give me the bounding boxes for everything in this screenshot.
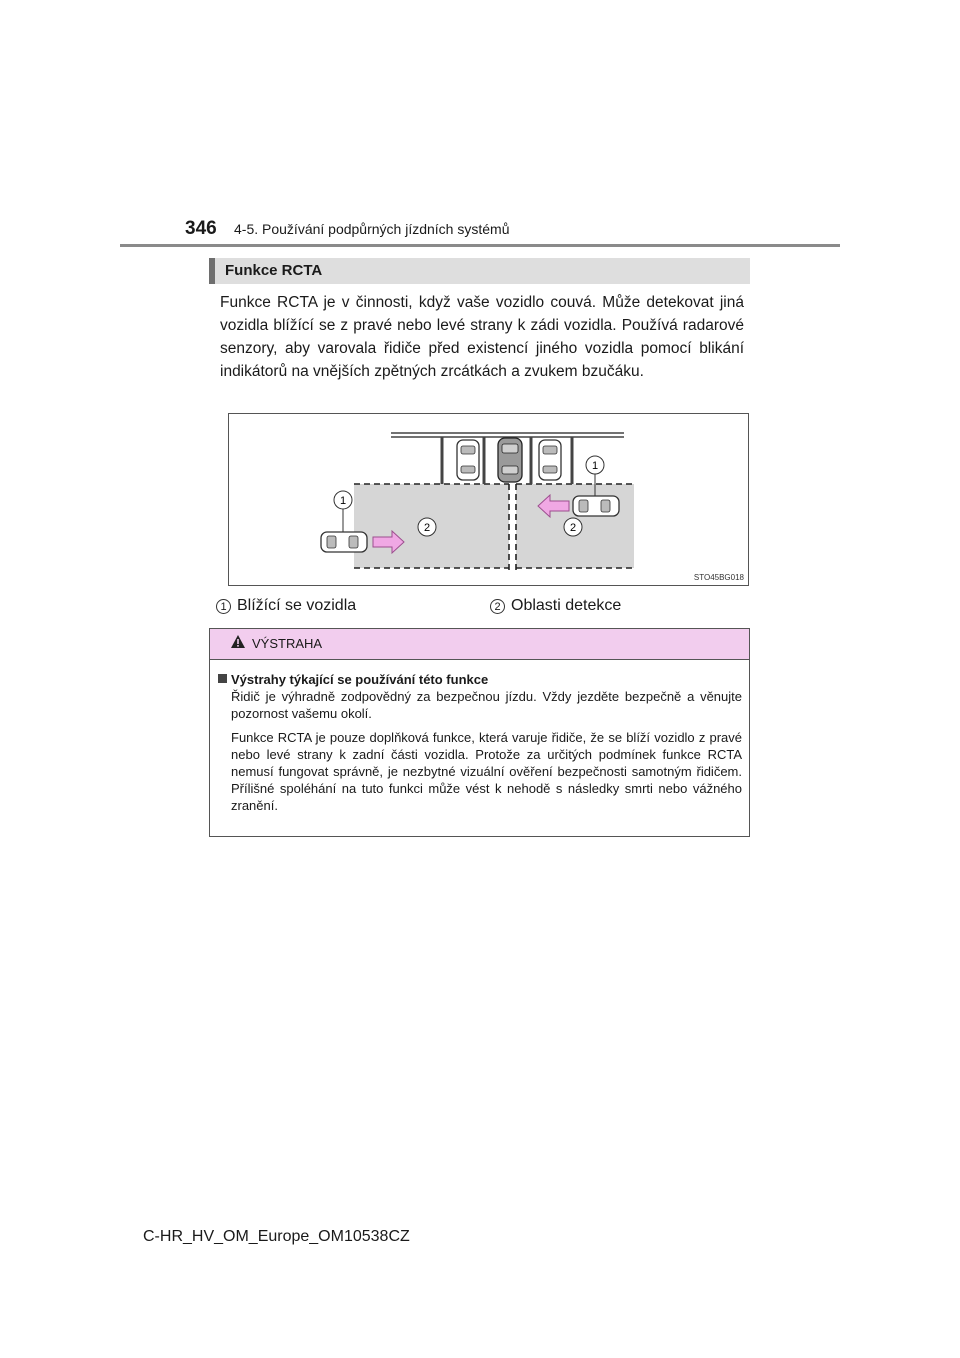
warning-label: VÝSTRAHA [252, 636, 323, 651]
page-number: 346 [185, 218, 217, 239]
callout-1-right: 1 [591, 460, 599, 472]
rcta-figure [228, 413, 749, 586]
callout-1-left: 1 [339, 495, 347, 507]
approaching-car-left [321, 532, 367, 552]
square-bullet-icon [218, 674, 227, 683]
warning-box [209, 628, 750, 837]
chapter-title: 4-5. Používání podpůrných jízdních systémů [234, 221, 510, 237]
warning-body [218, 671, 742, 814]
rcta-illustration [229, 414, 748, 585]
section-title: Funkce RCTA [225, 262, 323, 279]
legend-text: Blížící se vozidla [237, 597, 357, 614]
warning-paragraph-2: Funkce RCTA je pouze doplňková funkce, která varuje řidiče, že se blíží vozidlo z pravé nebo levé strany k zadní části vozidla. Protože za určitých podmínek funkce RCTA nemusí fungovat správně, je nezbytné vizuální ověření bezpečnosti samotným řidičem. Přílišné spoléhání na tuto funkci může vést k nehodě s následky smrti nebo vážného zranění. [231, 730, 742, 813]
legend-number: 1 [216, 599, 231, 614]
figure-code: STO45BG018 [693, 573, 744, 582]
legend-number: 2 [490, 599, 505, 614]
section-heading-bar [209, 258, 215, 284]
section-heading [209, 258, 750, 284]
own-vehicle-reversing [498, 438, 522, 482]
legend-item-approaching-vehicles [216, 597, 356, 615]
callout-2-right: 2 [569, 522, 577, 534]
footer-document-code: C-HR_HV_OM_Europe_OM10538CZ [143, 1228, 410, 1245]
approaching-car-right [573, 496, 619, 516]
legend-item-detection-areas [490, 597, 621, 615]
parked-car-right [539, 440, 561, 480]
parked-car-left [457, 440, 479, 480]
callout-2-left: 2 [423, 522, 431, 534]
warning-title-row [218, 671, 742, 688]
header-rule [120, 244, 840, 247]
intro-paragraph: Funkce RCTA je v činnosti, když vaše vozidlo couvá. Může detekovat jiná vozidla blížící se z pravé nebo levé strany k zádi vozidla. Používá radarové senzory, aby varovala řidiče před existencí jiného vozidla pomocí blikání indikátorů na vnějších zpětných zrcátkách a zvukem bzučáku. [220, 294, 744, 380]
warning-icon [230, 634, 246, 649]
warning-title: Výstrahy týkající se používání této funkce [231, 672, 489, 687]
warning-header [210, 629, 749, 660]
legend-text: Oblasti detekce [511, 597, 622, 614]
warning-paragraph-1: Řidič je výhradně zodpovědný za bezpečnou jízdu. Vždy jezděte bezpečně a věnujte pozornost vašemu okolí. [231, 689, 742, 721]
